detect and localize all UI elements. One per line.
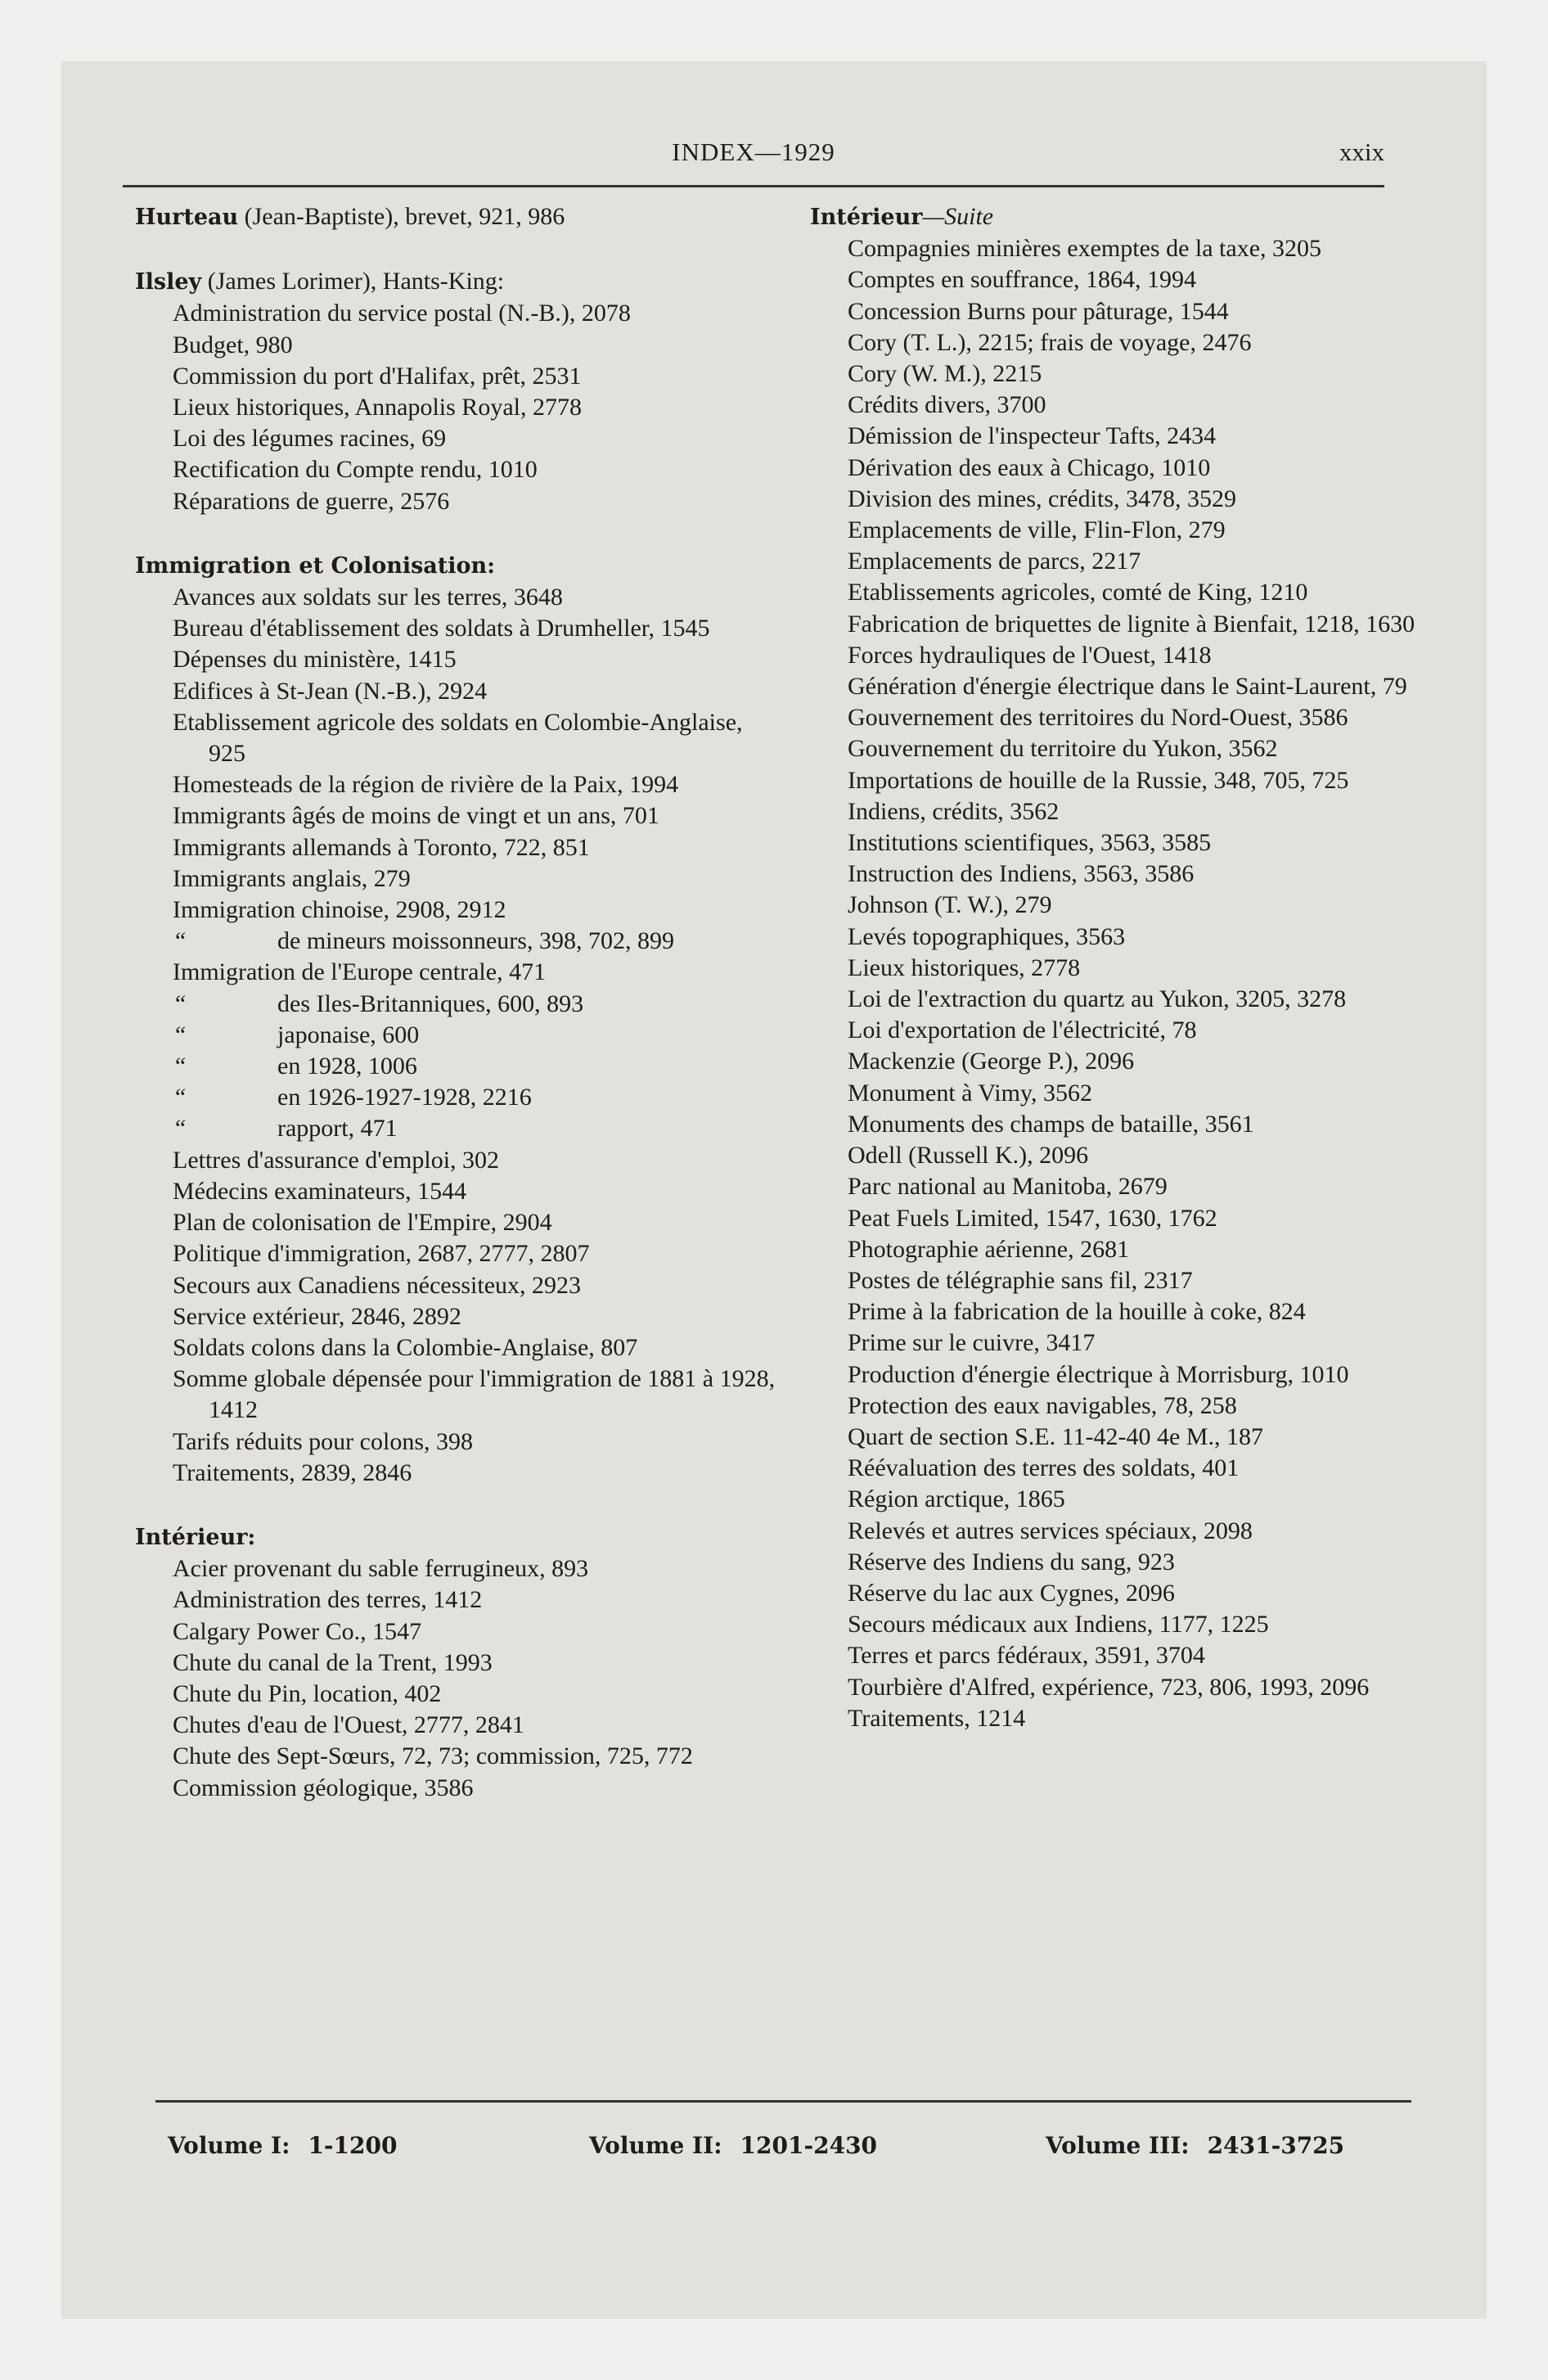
subentry: Homesteads de la région de rivière de la Paix, 1994: [173, 771, 679, 799]
ditto-mark: “: [173, 927, 187, 955]
subentry: Comptes en souffrance, 1864, 1994: [848, 266, 1197, 294]
volume-label: Volume II:: [589, 2132, 722, 2159]
subentry: Immigrants âgés de moins de vingt et un ans, 701: [173, 802, 659, 830]
subentry: Acier provenant du sable ferrugineux, 893: [173, 1555, 589, 1583]
subentry: Emplacements de ville, Flin-Flon, 279: [848, 516, 1226, 544]
footer-volume-1: [168, 2132, 398, 2159]
subentry: Plan de colonisation de l'Empire, 2904: [173, 1209, 552, 1237]
subentry: Photographie aérienne, 2681: [848, 1235, 1130, 1263]
subentry: Relevés et autres services spéciaux, 2098: [848, 1517, 1253, 1544]
subentry: Cory (T. L.), 2215; frais de voyage, 2476: [848, 328, 1252, 356]
ditto-mark: “: [173, 1053, 187, 1080]
subentry-text: en 1926-1927-1928, 2216: [277, 1084, 532, 1111]
subentry: Administration des terres, 1412: [173, 1586, 483, 1614]
subentry: Production d'énergie électrique à Morrisburg, 1010: [848, 1360, 1349, 1388]
subentry-ditto: [135, 1020, 781, 1051]
entry-name: Hurteau: [135, 205, 239, 230]
subentry: Immigrants allemands à Toronto, 722, 851: [173, 833, 590, 861]
subentry: Cory (W. M.), 2215: [848, 360, 1042, 388]
subentry-text: des Iles-Britanniques, 600, 893: [277, 989, 584, 1017]
ditto-mark: “: [173, 1084, 187, 1111]
subentry-ditto: [135, 1051, 781, 1082]
subentry: Fabrication de briquettes de lignite à Bienfait, 1218, 1630: [848, 610, 1415, 638]
volume-range: 1-1200: [308, 2132, 398, 2159]
subentry: Génération d'énergie électrique dans le Saint-Laurent, 79: [848, 673, 1407, 701]
index-heading-immigration: [135, 550, 781, 582]
subentry: Concession Burns pour pâturage, 1544: [848, 297, 1229, 325]
subentry: Réserve des Indiens du sang, 923: [848, 1548, 1175, 1575]
subentry: Importations de houille de la Russie, 348, 705, 725: [848, 766, 1349, 794]
ditto-mark: “: [173, 1115, 187, 1143]
subentry-text: rapport, 471: [277, 1115, 398, 1143]
entry-detail: (Jean-Baptiste), brevet, 921, 986: [238, 203, 565, 230]
footer-volume-3: [1046, 2132, 1344, 2159]
volume-range: 2431-3725: [1207, 2132, 1345, 2159]
footer-volume-2: [589, 2132, 877, 2159]
subentry: Quart de section S.E. 11-42-40 4e M., 187: [848, 1422, 1263, 1450]
subentry: Loi des légumes racines, 69: [173, 425, 447, 453]
subentry: Instruction des Indiens, 3563, 3586: [848, 860, 1195, 888]
subentry: Division des mines, crédits, 3478, 3529: [848, 485, 1236, 512]
subentry: Tourbière d'Alfred, expérience, 723, 806, 1993, 2096: [848, 1673, 1370, 1701]
subentry: Politique d'immigration, 2687, 2777, 2807: [173, 1240, 590, 1268]
subentry: Administration du service postal (N.-B.), 2078: [173, 300, 631, 327]
ditto-mark: “: [173, 989, 187, 1017]
subentry: Dérivation des eaux à Chicago, 1010: [848, 453, 1211, 481]
subentry: Forces hydrauliques de l'Ouest, 1418: [848, 641, 1212, 669]
subentry: Etablissement agricole des soldats en Colombie-Anglaise, 925: [173, 708, 743, 768]
subentry: Indiens, crédits, 3562: [848, 797, 1060, 825]
subentry: Médecins examinateurs, 1544: [173, 1177, 467, 1205]
index-column-left: [135, 201, 781, 1804]
subentry: Compagnies minières exemptes de la taxe, 3205: [848, 235, 1322, 263]
subentry: Peat Fuels Limited, 1547, 1630, 1762: [848, 1204, 1217, 1232]
subentry: Immigration de l'Europe centrale, 471: [173, 958, 547, 986]
subentry: Odell (Russell K.), 2096: [848, 1142, 1089, 1170]
subentry: Protection des eaux navigables, 78, 258: [848, 1391, 1237, 1419]
subentry-text: en 1928, 1006: [277, 1053, 417, 1080]
volume-label: Volume I:: [168, 2132, 290, 2159]
subentry: Loi de l'extraction du quartz au Yukon, 3205, 3278: [848, 985, 1347, 1013]
subentry: Lettres d'assurance d'emploi, 302: [173, 1146, 500, 1174]
subentry: Région arctique, 1865: [848, 1485, 1065, 1513]
subentry: Edifices à St-Jean (N.-B.), 2924: [173, 677, 488, 705]
volume-label: Volume III:: [1046, 2132, 1190, 2159]
entry-name: Immigration et Colonisation:: [135, 552, 496, 579]
subentry: Prime sur le cuivre, 3417: [848, 1329, 1096, 1357]
subentry: Réparations de guerre, 2576: [173, 487, 450, 515]
subentry: Avances aux soldats sur les terres, 3648: [173, 584, 563, 611]
header-rule: [123, 185, 1384, 187]
subentry: Etablissements agricoles, comté de King, 1210: [848, 579, 1308, 606]
subentry: Chute du canal de la Trent, 1993: [173, 1648, 493, 1676]
index-heading-interieur-suite: [810, 201, 1415, 233]
index-heading-ilsley: [135, 266, 781, 298]
subentry: Monuments des champs de bataille, 3561: [848, 1110, 1254, 1138]
subentry: Monument à Vimy, 3562: [848, 1079, 1093, 1107]
index-entry-hurteau: [135, 201, 781, 233]
subentry: Gouvernement des territoires du Nord-Ouest, 3586: [848, 704, 1348, 732]
subentry: Mackenzie (George P.), 2096: [848, 1048, 1135, 1075]
running-title: INDEX—1929: [672, 137, 835, 166]
subentry-text: de mineurs moissonneurs, 398, 702, 899: [277, 927, 674, 955]
subentry: Service extérieur, 2846, 2892: [173, 1302, 461, 1330]
subentry: Secours médicaux aux Indiens, 1177, 1225: [848, 1611, 1269, 1639]
subentry-text: japonaise, 600: [277, 1021, 420, 1048]
subentry: Institutions scientifiques, 3563, 3585: [848, 829, 1212, 857]
subentry: Chutes d'eau de l'Ouest, 2777, 2841: [173, 1711, 524, 1739]
index-column-right: [810, 201, 1415, 1734]
subentry: Bureau d'établissement des soldats à Drumheller, 1545: [173, 615, 710, 642]
subentry: Postes de télégraphie sans fil, 2317: [848, 1266, 1193, 1294]
subentry: Chute des Sept-Sœurs, 72, 73; commission, 725, 772: [173, 1742, 693, 1770]
entry-name: Intérieur: [810, 205, 923, 230]
subentry: Tarifs réduits pour colons, 398: [173, 1427, 474, 1455]
subentry-ditto: [135, 926, 781, 957]
subentry: Réévaluation des terres des soldats, 401: [848, 1454, 1240, 1482]
subentry: Chute du Pin, location, 402: [173, 1679, 442, 1707]
footer-rule: [155, 2100, 1411, 2103]
subentry: Levés topographiques, 3563: [848, 922, 1126, 950]
subentry-ditto: [135, 1113, 781, 1144]
suite-label: —Suite: [922, 203, 994, 230]
subentry: Lieux historiques, Annapolis Royal, 2778: [173, 394, 582, 421]
subentry: Démission de l'inspecteur Tafts, 2434: [848, 422, 1217, 450]
subentry: Parc national au Manitoba, 2679: [848, 1173, 1168, 1201]
page-number: xxix: [1339, 137, 1384, 166]
subentry: Secours aux Canadiens nécessiteux, 2923: [173, 1271, 582, 1299]
subentry: Calgary Power Co., 1547: [173, 1617, 422, 1645]
entry-name: Intérieur:: [135, 1524, 256, 1550]
entry-detail: (James Lorimer), Hants-King:: [201, 268, 505, 295]
subentry: Soldats colons dans la Colombie-Anglaise, 807: [173, 1333, 638, 1361]
subentry: Johnson (T. W.), 279: [848, 891, 1052, 919]
subentry: Crédits divers, 3700: [848, 391, 1046, 419]
subentry: Terres et parcs fédéraux, 3591, 3704: [848, 1642, 1205, 1670]
subentry-ditto: [135, 1082, 781, 1113]
subentry: Traitements, 1214: [848, 1704, 1026, 1732]
index-heading-interieur: [135, 1521, 781, 1553]
subentry-ditto: [135, 989, 781, 1020]
subentry: Commission géologique, 3586: [173, 1774, 474, 1801]
page-header: [123, 131, 1384, 177]
subentry: Gouvernement du territoire du Yukon, 3562: [848, 735, 1278, 763]
subentry: Lieux historiques, 2778: [848, 953, 1081, 981]
subentry: Réserve du lac aux Cygnes, 2096: [848, 1579, 1175, 1607]
volume-range: 1201-2430: [740, 2132, 878, 2159]
subentry: Prime à la fabrication de la houille à coke, 824: [848, 1298, 1306, 1326]
subentry: Rectification du Compte rendu, 1010: [173, 456, 538, 484]
subentry: Budget, 980: [173, 331, 293, 358]
subentry: Traitements, 2839, 2846: [173, 1458, 412, 1486]
entry-name: Ilsley: [135, 269, 202, 295]
subentry: Immigration chinoise, 2908, 2912: [173, 896, 506, 924]
ditto-mark: “: [173, 1021, 187, 1048]
subentry: Commission du port d'Halifax, prêt, 2531: [173, 362, 582, 390]
subentry: Somme globale dépensée pour l'immigration de 1881 à 1928, 1412: [173, 1365, 776, 1424]
subentry: Dépenses du ministère, 1415: [173, 646, 457, 674]
subentry: Immigrants anglais, 279: [173, 864, 411, 892]
subentry: Emplacements de parcs, 2217: [848, 548, 1141, 575]
subentry: Loi d'exportation de l'électricité, 78: [848, 1016, 1197, 1044]
